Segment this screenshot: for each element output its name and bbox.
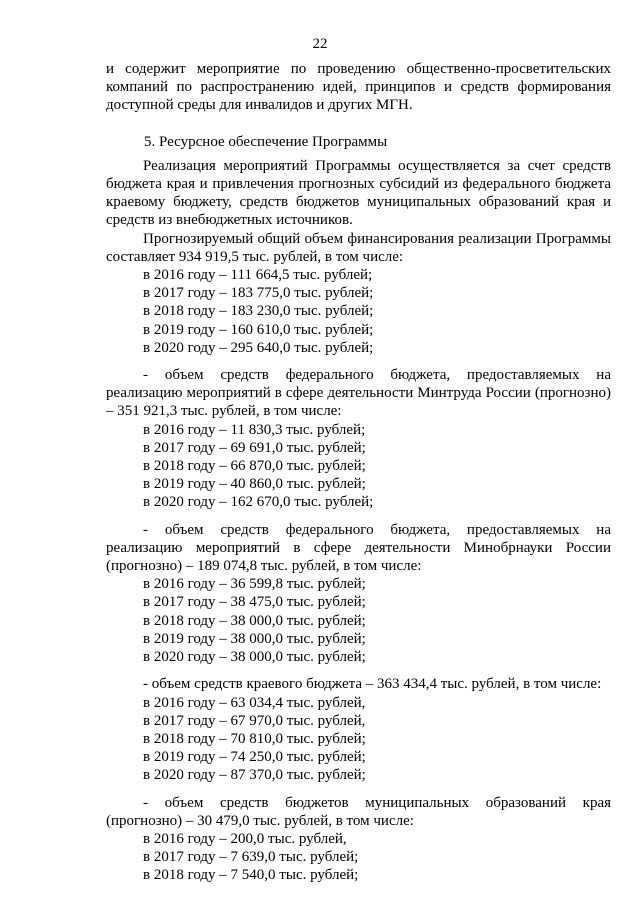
document-body: [106, 60, 611, 885]
funding-sources-paragraph: Реализация мероприятий Программы осуществляется за счет средств бюджета края и привлечения прогнозных субсидий из федерального бюджета краевому бюджету, средств бюджетов муниципальных образований края и средств из внебюджетных источников.: [106, 157, 611, 229]
minobrnauki-years-list: [106, 575, 611, 666]
total-funding-paragraph: Прогнозируемый общий объем финансирования реализации Программы составляет 934 919,5 тыс. рублей, в том числе:: [106, 230, 611, 265]
total-years-list: [106, 266, 611, 357]
minobrnauki-paragraph: - объем средств федерального бюджета, предоставляемых на реализацию мероприятий в сфере деятельности Минобрнауки России (прогнозно) – 189 074,8 тыс. рублей, в том числе:: [106, 521, 611, 575]
municipal-years-list: [106, 830, 611, 885]
intro-paragraph: и содержит мероприятие по проведению общественно-просветительских компаний по распространению идей, принципов и средств формирования доступной среды для инвалидов и других МГН.: [106, 61, 611, 114]
regional-year-2016: в 2016 году – 63 034,4 тыс. рублей,: [143, 694, 366, 711]
page-number: 22: [312, 36, 328, 52]
total-year-2019: в 2019 году – 160 610,0 тыс. рублей;: [143, 321, 374, 338]
section-spacer: [106, 115, 611, 127]
mintrud-year-2017: в 2017 году – 69 691,0 тыс. рублей;: [143, 439, 366, 456]
regional-year-2019: в 2019 году – 74 250,0 тыс. рублей;: [143, 749, 366, 766]
municipal-year-2017: в 2017 году – 7 639,0 тыс. рублей;: [143, 849, 359, 866]
total-year-2016: в 2016 году – 111 664,5 тыс. рублей;: [143, 267, 373, 284]
mintrud-paragraph: - объем средств федерального бюджета, предоставляемых на реализацию мероприятий в сфере деятельности Минтруда России (прогнозно) – 351 921,3 тыс. рублей, в том числе:: [106, 367, 611, 420]
list-spacer: [106, 357, 611, 366]
mintrud-year-2019: в 2019 году – 40 860,0 тыс. рублей;: [143, 476, 366, 493]
regional-year-2020: в 2020 году – 87 370,0 тыс. рублей;: [143, 767, 366, 784]
list-spacer: [106, 666, 611, 675]
mintrud-year-2018: в 2018 году – 66 870,0 тыс. рублей;: [143, 458, 366, 475]
mintrud-year-2020: в 2020 году – 162 670,0 тыс. рублей;: [143, 494, 374, 511]
regional-years-list: [106, 694, 611, 785]
municipal-year-2016: в 2016 году – 200,0 тыс. рублей,: [143, 830, 347, 847]
minobrnauki-year-2018: в 2018 году – 38 000,0 тыс. рублей;: [143, 612, 366, 629]
total-year-2017: в 2017 году – 183 775,0 тыс. рублей;: [143, 285, 374, 302]
total-year-2020: в 2020 году – 295 640,0 тыс. рублей;: [143, 339, 374, 356]
municipal-year-2018: в 2018 году – 7 540,0 тыс. рублей;: [143, 867, 359, 884]
minobrnauki-year-2016: в 2016 году – 36 599,8 тыс. рублей;: [143, 576, 366, 593]
section-heading: 5. Ресурсное обеспечение Программы: [144, 133, 388, 150]
mintrud-years-list: [106, 421, 611, 512]
list-spacer: [106, 785, 611, 794]
regional-budget-paragraph: - объем средств краевого бюджета – 363 434,4 тыс. рублей, в том числе:: [143, 676, 602, 693]
mintrud-year-2016: в 2016 году – 11 830,3 тыс. рублей;: [143, 421, 366, 438]
minobrnauki-year-2019: в 2019 году – 38 000,0 тыс. рублей;: [143, 630, 366, 647]
list-spacer: [106, 512, 611, 521]
minobrnauki-year-2020: в 2020 году – 38 000,0 тыс. рублей;: [143, 649, 366, 666]
minobrnauki-year-2017: в 2017 году – 38 475,0 тыс. рублей;: [143, 594, 366, 611]
regional-year-2017: в 2017 году – 67 970,0 тыс. рублей,: [143, 712, 366, 729]
regional-year-2018: в 2018 году – 70 810,0 тыс. рублей;: [143, 730, 366, 747]
municipal-budget-paragraph: - объем средств бюджетов муниципальных образований края (прогнозно) – 30 479,0 тыс. рублей, в том числе:: [106, 794, 611, 829]
total-year-2018: в 2018 году – 183 230,0 тыс. рублей;: [143, 303, 374, 320]
